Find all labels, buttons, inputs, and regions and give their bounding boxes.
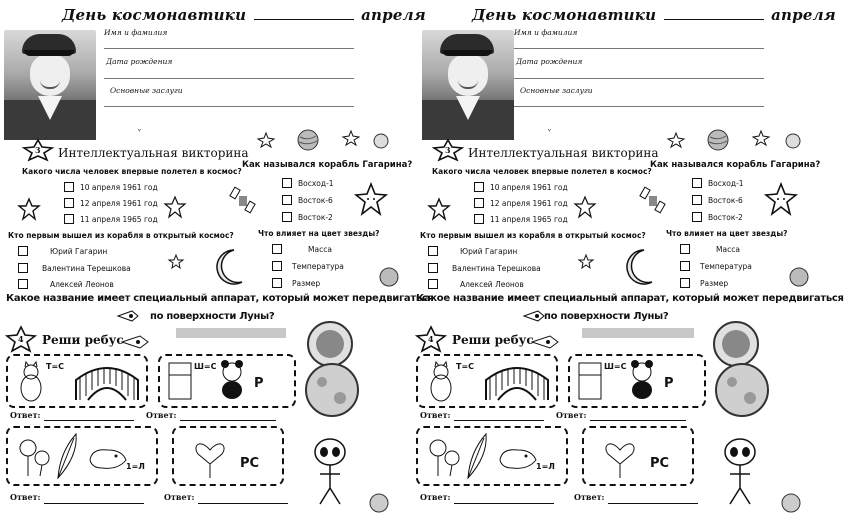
rebus4-letters: РС (240, 456, 260, 471)
whale-icon (88, 442, 128, 472)
rebus-4 (172, 426, 284, 486)
rebus4-letters: РС (650, 456, 670, 471)
fridge-icon (578, 362, 602, 400)
field-birth-label: Дата рождения (516, 57, 583, 66)
checkbox[interactable] (680, 244, 690, 254)
option-label: Восток-6 (708, 195, 743, 205)
rebus2-letter: Р (254, 376, 264, 391)
checkbox[interactable] (64, 198, 74, 208)
q5-text-line1: Какое название имеет специальный аппарат, который может передвигаться (416, 293, 844, 304)
answer-line-4[interactable] (198, 503, 288, 504)
planet-icon-4 (780, 492, 802, 514)
checkbox[interactable] (282, 178, 292, 188)
q3-text: Кто первым вышел из корабля в открытый космос? (8, 231, 234, 240)
q1-option-2[interactable] (64, 198, 158, 208)
section3-title: Интеллектуальная викторина (468, 146, 659, 160)
field-name-label: Имя и фамилия (514, 28, 578, 37)
q2-text: Как назывался корабль Гагарина? (650, 160, 821, 170)
worksheet-right (410, 0, 844, 530)
q4-option-2[interactable] (272, 261, 344, 271)
q2-option-1[interactable] (282, 178, 334, 188)
star-icon-outline (428, 198, 450, 220)
field-merits-label: Основные заслуги (110, 86, 183, 95)
option-label: Восток-2 (708, 212, 743, 222)
checkbox[interactable] (474, 198, 484, 208)
checkbox[interactable] (428, 279, 438, 289)
title-month: апреля (771, 6, 836, 24)
satellite-icon (640, 186, 666, 216)
section3-number: 3 (445, 145, 451, 155)
flower-icon (424, 434, 464, 478)
q1-text: Какого числа человек впервые полетел в космос? (22, 167, 242, 176)
rebus-1 (416, 354, 558, 408)
q3-option-1[interactable] (428, 246, 517, 256)
cat-icon (426, 362, 456, 402)
rebus-3 (6, 426, 158, 486)
rebus2-letter: Р (664, 376, 674, 391)
answer-line-2[interactable] (590, 420, 686, 421)
planet-icon-3 (710, 360, 774, 418)
checkbox[interactable] (474, 182, 484, 192)
checkbox[interactable] (474, 214, 484, 224)
rebus3-code: 1=Л (536, 462, 555, 471)
checkbox[interactable] (272, 261, 282, 271)
checkbox[interactable] (18, 279, 28, 289)
answer-line-4[interactable] (608, 503, 698, 504)
field-merits-label: Основные заслуги (520, 86, 593, 95)
rocket-icon-2 (120, 334, 150, 350)
planet-icon (706, 128, 730, 152)
q1-text: Какого числа человек впервые полетел в космос? (432, 167, 652, 176)
section4-number: 4 (428, 334, 434, 344)
date-blank[interactable] (254, 7, 354, 20)
option-label: Восток-6 (298, 195, 333, 205)
fridge-icon (168, 362, 192, 400)
planet-icon-2 (378, 266, 400, 288)
small-mark: ᵛ (138, 127, 141, 136)
checkbox[interactable] (282, 195, 292, 205)
star-icon-outline-2 (164, 196, 186, 218)
rebus-4 (582, 426, 694, 486)
feather-icon (54, 432, 80, 480)
option-label: Температура (700, 261, 752, 271)
answer-line-1[interactable] (454, 420, 544, 421)
rocket-icon (116, 308, 140, 324)
gagarin-photo (422, 30, 514, 140)
planet-icon-small (372, 132, 390, 150)
title-text: День космонавтики (472, 6, 657, 24)
option-label: Масса (308, 244, 332, 254)
whale-icon (498, 442, 538, 472)
moon-icon (212, 246, 246, 288)
heart-flower-icon (600, 432, 640, 480)
sparkle-star-icon-2 (752, 130, 770, 146)
q1-option-2[interactable] (474, 198, 568, 208)
q4-text: Что влияет на цвет звезды? (258, 229, 380, 238)
rebus-2 (158, 354, 296, 408)
answer-box[interactable] (582, 328, 694, 338)
title-text: День космонавтики (62, 6, 247, 24)
answer-label-4: Ответ: (164, 492, 195, 502)
field-birth-label: Дата рождения (106, 57, 173, 66)
moon-icon (622, 246, 656, 288)
field-name-line[interactable] (104, 48, 354, 49)
q5-text-line2: по поверхности Луны? (150, 311, 275, 322)
option-label: 10 апреля 1961 год (80, 182, 158, 192)
rebus-2 (568, 354, 706, 408)
answer-label-4: Ответ: (574, 492, 605, 502)
answer-label-3: Ответ: (10, 492, 41, 502)
section4-title: Реши ребус (42, 333, 124, 347)
section4-title: Реши ребус (452, 333, 534, 347)
answer-line-3[interactable] (454, 503, 554, 504)
field-name-line[interactable] (514, 48, 764, 49)
rocket-icon (522, 308, 546, 324)
star-icon-outline-2 (574, 196, 596, 218)
bridge-icon (484, 360, 550, 402)
q1-option-1[interactable] (64, 182, 158, 192)
sparkle-star-icon (666, 132, 686, 148)
option-label: Восток-2 (298, 212, 333, 222)
q1-option-3[interactable] (64, 214, 158, 224)
sheet-title (472, 6, 836, 24)
answer-label-1: Ответ: (420, 410, 451, 420)
option-label: Температура (292, 261, 344, 271)
rocket-icon-2 (530, 334, 560, 350)
bridge-icon (74, 360, 140, 402)
checkbox[interactable] (428, 246, 438, 256)
option-label: Юрий Гагарин (50, 246, 108, 256)
checkbox[interactable] (692, 195, 702, 205)
q1-option-1[interactable] (474, 182, 568, 192)
option-label: 11 апреля 1965 год (490, 214, 568, 224)
rebus1-code: Т=С (456, 362, 475, 371)
q4-option-1[interactable] (272, 244, 332, 254)
checkbox[interactable] (272, 244, 282, 254)
star-icon-outline (18, 198, 40, 220)
answer-label-2: Ответ: (146, 410, 177, 420)
option-label: 12 апреля 1961 год (80, 198, 158, 208)
panda-icon (628, 360, 656, 400)
sparkle-star-icon-2 (342, 130, 360, 146)
cat-icon (16, 362, 46, 402)
checkbox[interactable] (282, 212, 292, 222)
option-label: Алексей Леонов (460, 279, 524, 289)
planet-icon-small (784, 132, 802, 150)
field-birth-line[interactable] (104, 78, 354, 79)
option-label: Алексей Леонов (50, 279, 114, 289)
answer-line-1[interactable] (44, 420, 134, 421)
checkbox[interactable] (692, 212, 702, 222)
rebus2-code: Ш=С (194, 362, 217, 371)
q2-option-2[interactable] (692, 195, 743, 205)
option-label: Валентина Терешкова (42, 263, 131, 273)
answer-line-2[interactable] (180, 420, 276, 421)
q2-option-1[interactable] (692, 178, 744, 188)
option-label: Масса (716, 244, 740, 254)
q3-option-3[interactable] (18, 279, 114, 289)
q4-option-2[interactable] (680, 261, 752, 271)
rebus3-code: 1=Л (126, 462, 145, 471)
q3-option-2[interactable] (428, 263, 541, 273)
rebus-3 (416, 426, 568, 486)
checkbox[interactable] (428, 263, 438, 273)
option-label: 10 апреля 1961 год (490, 182, 568, 192)
q3-option-1[interactable] (18, 246, 107, 256)
q3-option-3[interactable] (428, 279, 524, 289)
option-label: Размер (292, 278, 321, 288)
q2-text: Как назывался корабль Гагарина? (242, 160, 413, 170)
date-blank[interactable] (664, 7, 764, 20)
section4-number: 4 (18, 334, 24, 344)
checkbox[interactable] (680, 261, 690, 271)
field-birth-line[interactable] (514, 78, 764, 79)
satellite-icon (230, 186, 256, 216)
q4-text: Что влияет на цвет звезды? (666, 229, 788, 238)
answer-label-1: Ответ: (10, 410, 41, 420)
section3-number: 3 (35, 145, 41, 155)
option-label: Восход-1 (708, 178, 744, 188)
planet-icon-2 (788, 266, 810, 288)
answer-label-3: Ответ: (420, 492, 451, 502)
panda-icon (218, 360, 246, 400)
option-label: 12 апреля 1961 год (490, 198, 568, 208)
flower-icon (14, 434, 54, 478)
q2-option-2[interactable] (282, 195, 333, 205)
section3-title: Интеллектуальная викторина (58, 146, 249, 160)
rebus1-code: Т=С (46, 362, 65, 371)
feather-icon (464, 432, 490, 480)
rebus-1 (6, 354, 148, 408)
checkbox[interactable] (692, 178, 702, 188)
answer-label-2: Ответ: (556, 410, 587, 420)
sparkle-star-icon-3 (578, 254, 594, 270)
q1-option-3[interactable] (474, 214, 568, 224)
field-name-label: Имя и фамилия (104, 28, 168, 37)
alien-icon (300, 432, 360, 508)
checkbox[interactable] (272, 278, 282, 288)
q4-option-3[interactable] (680, 278, 728, 288)
sparkle-star-icon (256, 132, 276, 148)
planet-icon-3 (300, 360, 364, 418)
checkbox[interactable] (680, 278, 690, 288)
gagarin-photo (4, 30, 96, 140)
q2-option-3[interactable] (692, 212, 743, 222)
sparkle-star-icon-3 (168, 254, 184, 270)
q5-text-line1: Какое название имеет специальный аппарат, который может передвигаться (6, 293, 434, 304)
checkbox[interactable] (64, 182, 74, 192)
field-merits-line[interactable] (104, 106, 354, 107)
small-mark: ᵛ (548, 127, 551, 136)
checkbox[interactable] (18, 263, 28, 273)
q3-option-2[interactable] (18, 263, 131, 273)
field-merits-line[interactable] (514, 106, 764, 107)
planet-icon-4 (368, 492, 390, 514)
answer-line-3[interactable] (44, 503, 144, 504)
q4-option-3[interactable] (272, 278, 320, 288)
rebus2-code: Ш=С (604, 362, 627, 371)
answer-box[interactable] (176, 328, 286, 338)
q5-text-line2: по поверхности Луны? (544, 311, 669, 322)
checkbox[interactable] (64, 214, 74, 224)
option-label: Юрий Гагарин (460, 246, 518, 256)
q3-text: Кто первым вышел из корабля в открытый космос? (420, 231, 646, 240)
checkbox[interactable] (18, 246, 28, 256)
option-label: Размер (700, 278, 729, 288)
title-month: апреля (361, 6, 426, 24)
option-label: 11 апреля 1965 год (80, 214, 158, 224)
option-label: Валентина Терешкова (452, 263, 541, 273)
planet-icon (296, 128, 320, 152)
smiling-star-icon (354, 182, 388, 216)
smiling-star-icon (764, 182, 798, 216)
heart-flower-icon (190, 432, 230, 480)
alien-icon (710, 432, 770, 508)
q2-option-3[interactable] (282, 212, 333, 222)
sheet-title (62, 6, 426, 24)
option-label: Восход-1 (298, 178, 334, 188)
q4-option-1[interactable] (680, 244, 740, 254)
